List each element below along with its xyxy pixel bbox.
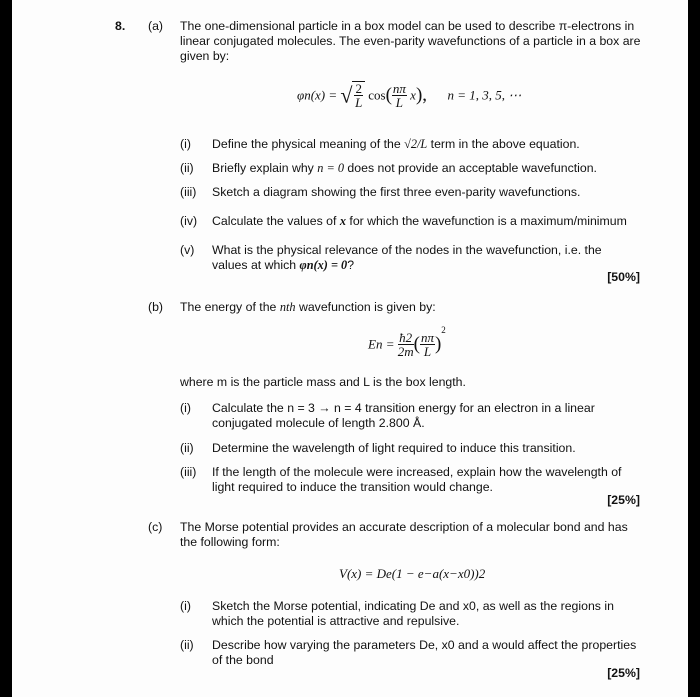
sqrt-fraction: $\frac{2}{L}$ <box>352 81 365 109</box>
a-item-i: Define the physical meaning of the √2/L term in the above equation. <box>212 137 580 151</box>
left-border <box>0 0 12 697</box>
arg-fraction: $\frac{n\pi}{L}$ <box>392 80 406 110</box>
a-item-label: (i) <box>180 137 191 151</box>
part-c-intro: The Morse potential provides an accurate description of a molecular bond and has the following form: <box>180 520 628 549</box>
a-item-label: (ii) <box>180 161 194 175</box>
b-item-label: (i) <box>180 401 191 415</box>
part-b-intro: The energy of the nth wavefunction is given by: <box>180 300 436 314</box>
c-item-label: (ii) <box>180 638 194 652</box>
sqrt-symbol: √ <box>340 82 353 108</box>
right-border <box>688 0 700 697</box>
n-pi-fraction: $\frac{n\pi}{L}$ <box>420 329 434 359</box>
b-item-label: (ii) <box>180 441 194 455</box>
cos-func: cos <box>368 87 386 103</box>
c-item-i: Sketch the Morse potential, indicating De and x0, as well as the regions in which the potential is attractive and repulsive. <box>212 599 614 628</box>
eq-lhs: φn(x) = <box>297 87 338 103</box>
morse-equation: V(x) = De(1 − e−a(x−x0))2 <box>339 566 486 581</box>
b-item-i: Calculate the n = 3 → n = 4 transition energy for an electron in a linear conjugated molecule of length 2.800 Å. <box>212 401 595 430</box>
part-b-label: (b) <box>148 300 164 314</box>
a-item-label: (iii) <box>180 185 197 199</box>
b-item-ii: Determine the wavelength of light required to induce this transition. <box>212 441 576 455</box>
part-a-intro: The one-dimensional particle in a box model can be used to describe π-electrons in linear conjugated molecules. The even-parity wavefunctions of a particle in a box are given by: <box>180 19 641 63</box>
energy-equation: En = $\frac{ħ2}{2m}$ ( $\frac{n\pi}{L}$ )$^2$ <box>368 325 446 359</box>
part-b-marks: [25%] <box>607 493 640 507</box>
question-number: 8. <box>115 19 126 33</box>
c-item-label: (i) <box>180 599 191 613</box>
part-b-where: where m is the particle mass and L is the box length. <box>180 375 466 389</box>
part-a-marks: [50%] <box>607 270 640 284</box>
a-item-label: (iv) <box>180 214 198 228</box>
c-item-ii: Describe how varying the parameters De, x0 and a would affect the properties of the bond <box>212 638 637 667</box>
part-a-label: (a) <box>148 19 164 33</box>
wavefunction-equation: φn(x) = √ $\frac{2}{L}$ cos( $\frac{n\pi}{L}$ x), n = 1, 3, 5, ⋯ <box>297 80 522 110</box>
part-c-marks: [25%] <box>607 666 640 680</box>
a-item-ii: Briefly explain why n = 0 does not provide an acceptable wavefunction. <box>212 161 597 175</box>
a-item-label: (v) <box>180 243 195 257</box>
b-item-label: (iii) <box>180 465 197 479</box>
part-c-label: (c) <box>148 520 163 534</box>
a-item-v: What is the physical relevance of the nodes in the wavefunction, i.e. the values at which φn(x) = 0? <box>212 243 602 272</box>
a-item-iv: Calculate the values of x for which the wavefunction is a maximum/minimum <box>212 214 627 228</box>
h-fraction: $\frac{ħ2}{2m}$ <box>397 329 414 359</box>
a-item-iii: Sketch a diagram showing the first three even-parity wavefunctions. <box>212 185 581 199</box>
eq-condition: n = 1, 3, 5, ⋯ <box>447 87 522 103</box>
b-item-iii: If the length of the molecule were increased, explain how the wavelength of light required to induce the transition would change. <box>212 465 622 494</box>
